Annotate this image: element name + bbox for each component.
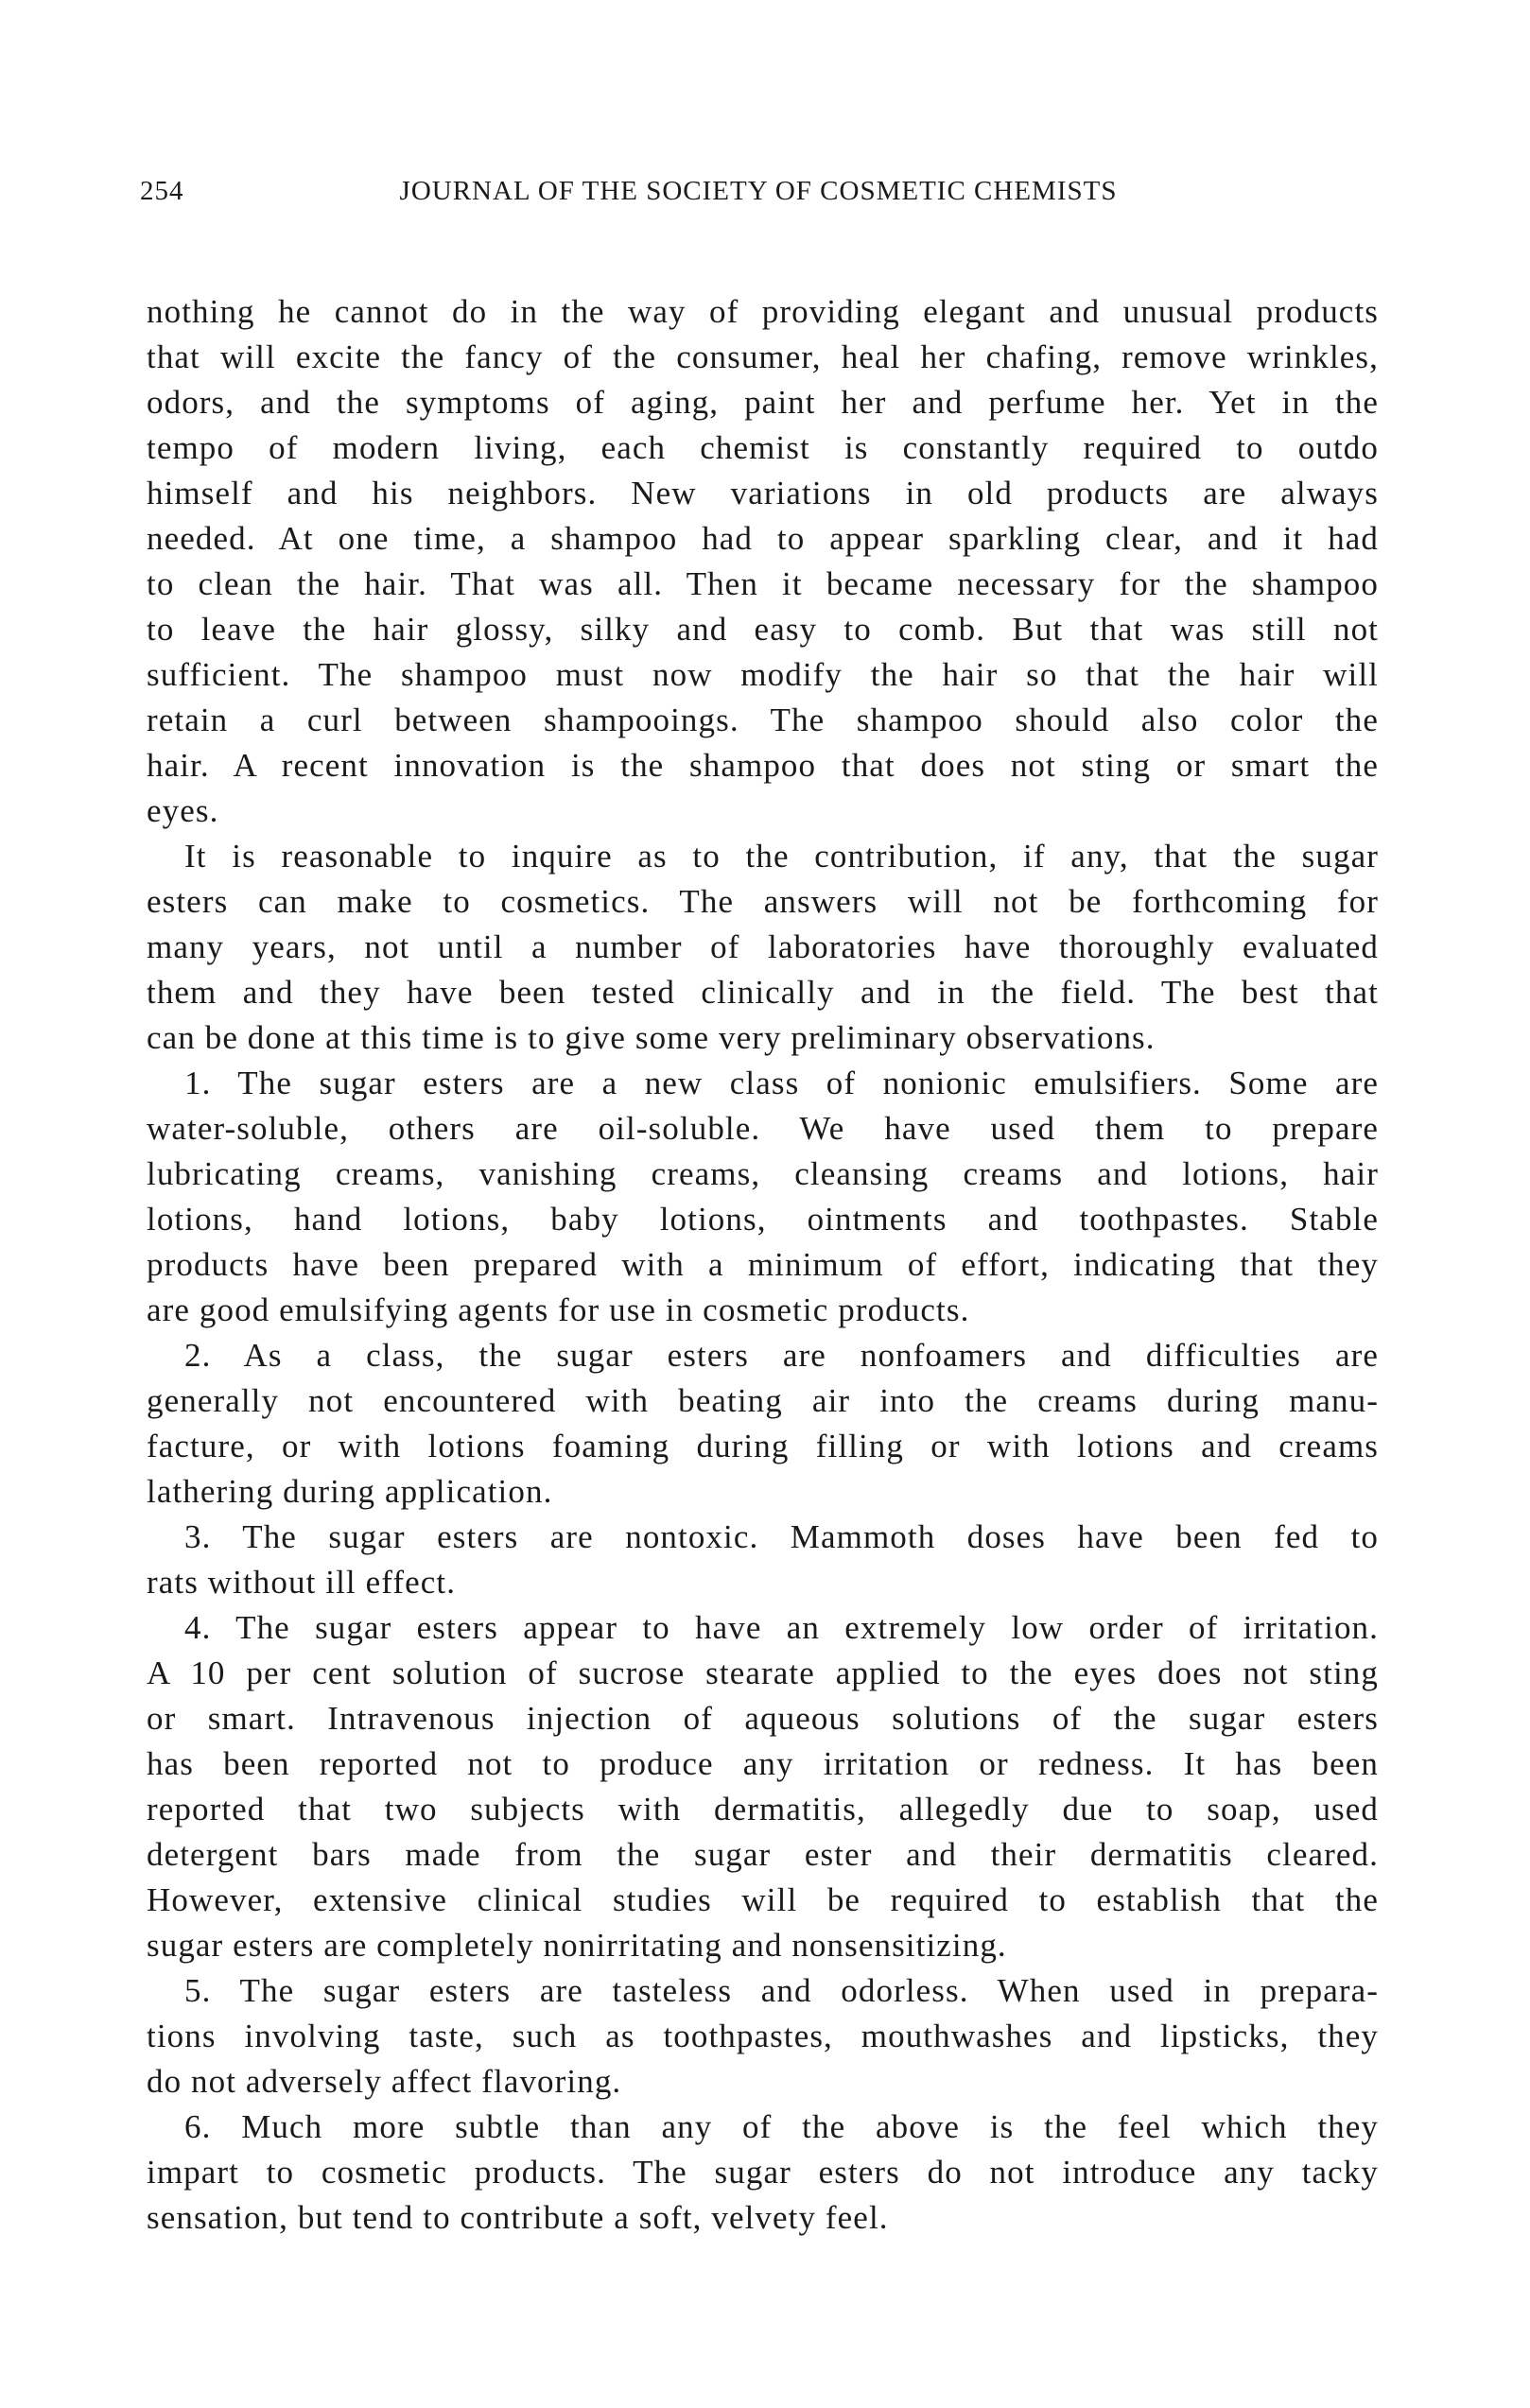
running-title: JOURNAL OF THE SOCIETY OF COSMETIC CHEMISTS: [399, 176, 1118, 206]
paragraph: [147, 1605, 1379, 1968]
text-line: that will excite the fancy of the consumer, heal her chafing, remove wrinkles,: [147, 338, 1379, 375]
text-line: impart to cosmetic products. The sugar esters do not introduce any tacky: [147, 2154, 1379, 2191]
text-line: retain a curl between shampooings. The shampoo should also color the: [147, 702, 1379, 738]
text-line: them and they have been tested clinically and in the field. The best that: [147, 974, 1379, 1011]
text-line: 3. The sugar esters are nontoxic. Mammoth doses have been fed to: [184, 1518, 1379, 1555]
text-line: 6. Much more subtle than any of the above is the feel which they: [184, 2108, 1379, 2145]
text-line: 1. The sugar esters are a new class of nonionic emulsifiers. Some are: [184, 1065, 1379, 1101]
text-line: himself and his neighbors. New variations in old products are always: [147, 475, 1379, 511]
text-line: lotions, hand lotions, baby lotions, ointments and toothpastes. Stable: [147, 1201, 1379, 1238]
text-line: odors, and the symptoms of aging, paint her and perfume her. Yet in the: [147, 384, 1379, 421]
page-number: 254: [140, 176, 184, 206]
text-line: rats without ill effect.: [147, 1564, 457, 1601]
text-line: eyes.: [147, 792, 219, 829]
paragraph: [147, 834, 1379, 1061]
paragraph: [147, 2105, 1379, 2241]
text-line: can be done at this time is to give some very preliminary observations.: [147, 1019, 1156, 1056]
text-line: hair. A recent innovation is the shampoo that does not sting or smart the: [147, 747, 1379, 784]
text-line: needed. At one time, a shampoo had to appear sparkling clear, and it had: [147, 520, 1379, 557]
text-line: reported that two subjects with dermatitis, allegedly due to soap, used: [147, 1791, 1379, 1828]
text-line: generally not encountered with beating air into the creams during manu-: [147, 1382, 1379, 1419]
text-line: tempo of modern living, each chemist is constantly required to outdo: [147, 429, 1379, 466]
text-line: sensation, but tend to contribute a soft, velvety feel.: [147, 2199, 889, 2236]
text-line: 2. As a class, the sugar esters are nonfoamers and difficulties are: [184, 1337, 1379, 1374]
text-line: sugar esters are completely nonirritating and nonsensitizing.: [147, 1927, 1007, 1964]
text-line: 4. The sugar esters appear to have an extremely low order of irritation.: [184, 1609, 1379, 1646]
paragraph: [147, 1515, 1379, 1605]
text-line: A 10 per cent solution of sucrose stearate applied to the eyes does not sting: [147, 1654, 1379, 1691]
paragraph: [147, 1061, 1379, 1333]
text-line: lathering during application.: [147, 1473, 553, 1510]
text-line: many years, not until a number of laboratories have thoroughly evaluated: [147, 928, 1379, 965]
text-line: lubricating creams, vanishing creams, cleansing creams and lotions, hair: [147, 1155, 1379, 1192]
text-line: tions involving taste, such as toothpastes, mouthwashes and lipsticks, they: [147, 2018, 1379, 2054]
text-line: or smart. Intravenous injection of aqueous solutions of the sugar esters: [147, 1700, 1379, 1737]
text-line: do not adversely affect flavoring.: [147, 2063, 622, 2100]
text-line: It is reasonable to inquire as to the contribution, if any, that the sugar: [184, 838, 1379, 875]
body-text: [147, 289, 1379, 2241]
page-header: [140, 176, 1377, 210]
text-line: products have been prepared with a minimum of effort, indicating that they: [147, 1246, 1379, 1283]
paragraph: [147, 289, 1379, 834]
paragraph: [147, 1333, 1379, 1515]
text-line: has been reported not to produce any irritation or redness. It has been: [147, 1745, 1379, 1782]
text-line: are good emulsifying agents for use in cosmetic products.: [147, 1291, 970, 1328]
text-line: detergent bars made from the sugar ester and their dermatitis cleared.: [147, 1836, 1379, 1873]
text-line: facture, or with lotions foaming during filling or with lotions and creams: [147, 1428, 1379, 1464]
text-line: nothing he cannot do in the way of providing elegant and unusual products: [147, 293, 1379, 330]
text-line: 5. The sugar esters are tasteless and odorless. When used in prepara-: [184, 1972, 1379, 2009]
text-line: However, extensive clinical studies will be required to establish that the: [147, 1881, 1379, 1918]
text-line: to clean the hair. That was all. Then it became necessary for the shampoo: [147, 565, 1379, 602]
text-line: esters can make to cosmetics. The answers will not be forthcoming for: [147, 883, 1379, 920]
text-line: sufficient. The shampoo must now modify the hair so that the hair will: [147, 656, 1379, 693]
text-line: to leave the hair glossy, silky and easy to comb. But that was still not: [147, 611, 1379, 648]
text-line: water-soluble, others are oil-soluble. We have used them to prepare: [147, 1110, 1379, 1147]
paragraph: [147, 1968, 1379, 2105]
